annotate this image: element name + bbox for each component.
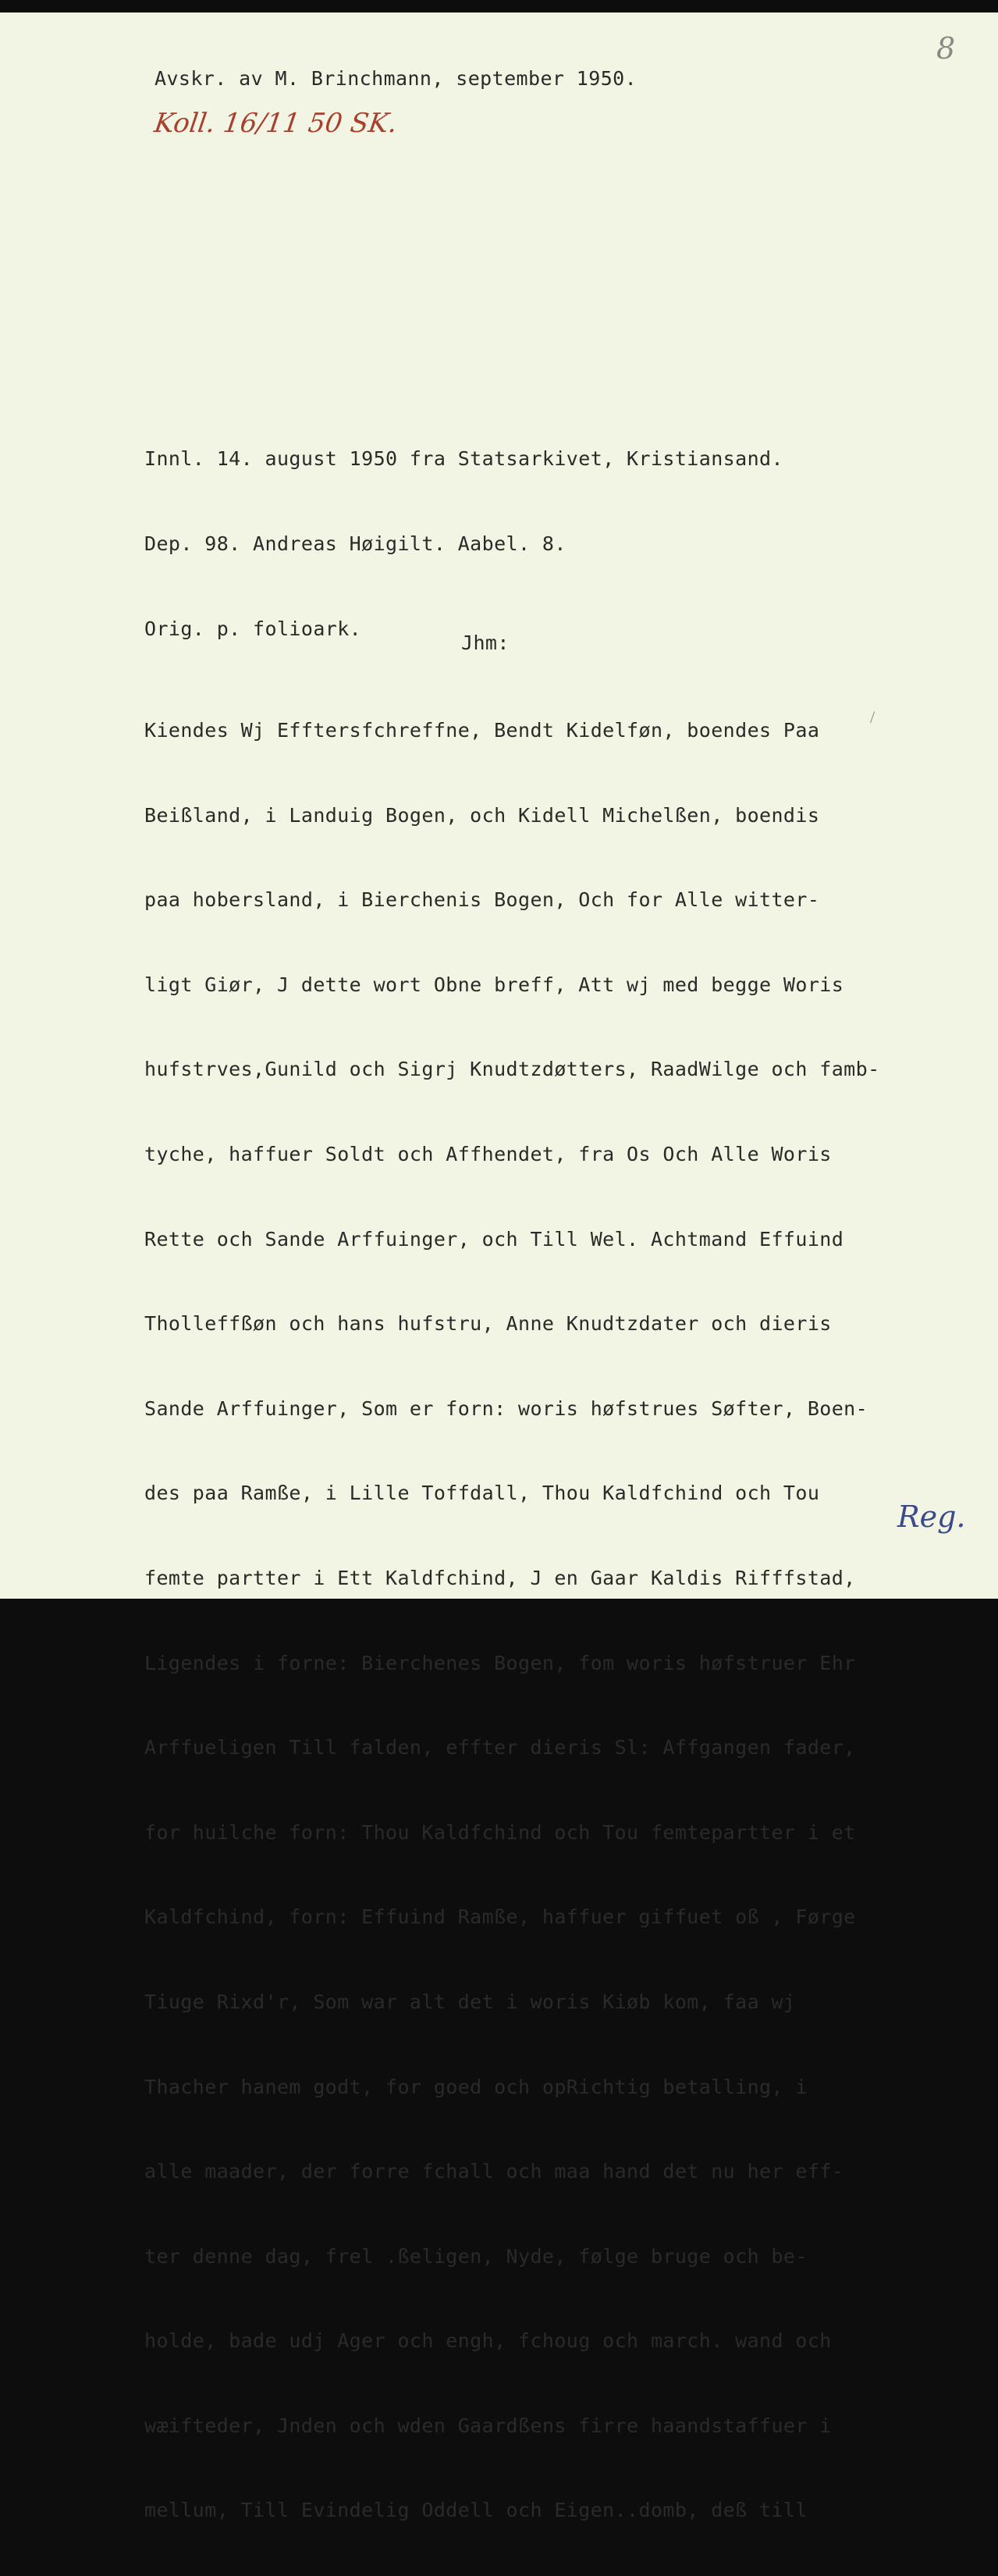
received-line: Innl. 14. august 1950 fra Statsarkivet, Kristiansand. [144,447,783,470]
transcript-line: Thacher hanem godt, for goed och opRichtig betalling, i [144,2075,808,2098]
transcript-line: femte partter i Ett Kaldfchind, J en Gaar Kaldis Rifffstad, [144,1566,856,1589]
deed-transcript [144,578,880,2576]
transcript-line: for huilche forn: Thou Kaldfchind och Tou femtepartter i et [144,1820,856,1844]
transcript-line: hufstrves,Gunild och Sigrj Knudtzdøtters, RaadWilge och famb- [144,1058,880,1081]
transcript-line: Tiuge Rixd'r, Som war alt det i woris Kiøb kom, faa wj [144,1990,796,2013]
transcript-line: ligt Giør, J dette wort Obne breff, Att wj med begge Woris [144,973,844,996]
page-number: 8 [936,31,956,66]
control-note-handwritten: Koll. 16/11 50 SK. [152,108,400,139]
transcript-line: Ligendes i forne: Bierchenes Bogen, fom woris høfstruer Ehr [144,1651,856,1674]
transcript-line: Beißland, i Landuig Bogen, och Kidell Michelßen, boendis [144,803,820,827]
transcript-line: ter denne dag, frel .ßeligen, Nyde, følge bruge och be- [144,2244,808,2268]
transcript-line: mellum, Till Evindelig Oddell och Eigen..domb, deß till [144,2499,808,2522]
transcript-line: Kiendes Wj Efftersfchreffne, Bendt Kidelføn, boendes Paa [144,719,820,742]
original-line: Orig. p. folioark. [144,617,362,640]
transcript-line: Arffueligen Till falden, effter dieris Sl: Affgangen fader, [144,1736,856,1759]
transcript-heading: Jhm: [461,632,510,654]
margin-pencil-mark: / [870,707,875,727]
transcript-line: Tholleffßøn och hans hufstru, Anne Knudtzdater och dieris [144,1312,832,1336]
transcript-line: alle maader, der forre fchall och maa hand det nu her eff- [144,2160,844,2183]
archive-page [0,12,998,2522]
deposit-line: Dep. 98. Andreas Høigilt. Aabel. 8. [144,532,566,555]
transcript-line: Sande Arffuinger, Som er forn: woris høfstrues Søfter, Boen- [144,1397,868,1420]
transcript-line: wæifteder, Jnden och wden Gaardßens firre haandstaffuer i [144,2414,832,2437]
transcript-line: holde, bade udj Ager och engh, fchoug och march. wand och [144,2329,832,2353]
transcript-line: tyche, haffuer Soldt och Affhendet, fra Os Och Alle Woris [144,1142,832,1165]
transcript-line: paa hobersland, i Bierchenis Bogen, Och for Alle witter- [144,888,820,912]
transcript-line: Rette och Sande Arffuinger, och Till Wel. Achtmand Effuind [144,1227,844,1251]
transcript-line: Kaldfchind, forn: Effuind Ramße, haffuer giffuet oß , Førge [144,1905,856,1929]
transcript-line: des paa Ramße, i Lille Toffdall, Thou Kaldfchind och Tou [144,1482,820,1505]
transcription-header: Avskr. av M. Brinchmann, september 1950. [154,67,638,90]
registered-note-handwritten: Reg. [897,1500,966,1534]
